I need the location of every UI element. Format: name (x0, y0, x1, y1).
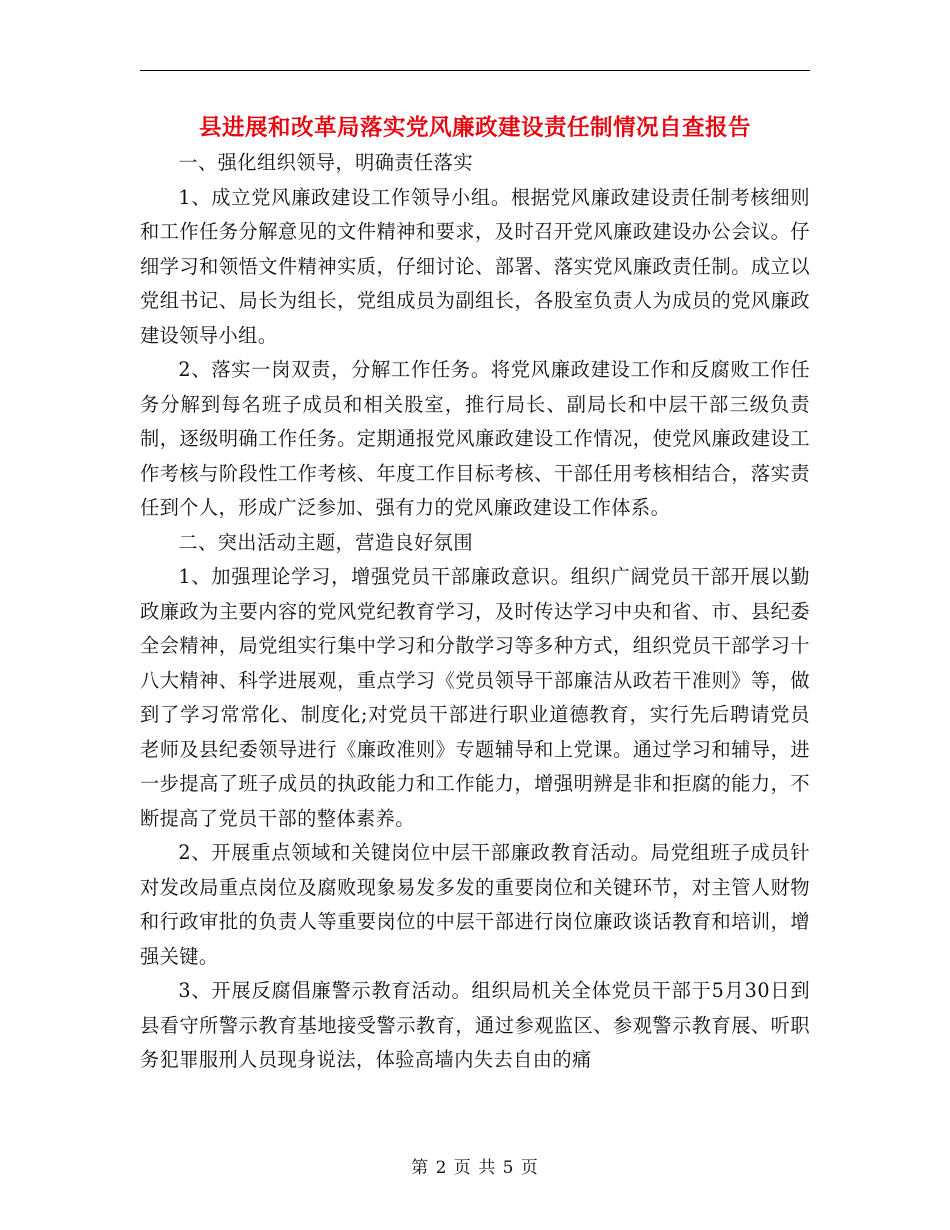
paragraph: 2、落实一岗双责，分解工作任务。将党风廉政建设工作和反腐败工作任务分解到每名班子成员和相关股室，推行局长、副局长和中层干部三级负责制，逐级明确工作任务。定期通报党风廉政建设工作情况，使党风廉政建设工作考核与阶段性工作考核、年度工作目标考核、干部任用考核相结合，落实责任到个人，形成广泛参加、强有力的党风廉政建设工作体系。 (140, 358, 810, 519)
document-title: 县进展和改革局落实党风廉政建设责任制情况自查报告 (198, 115, 751, 141)
section-heading-1: 一、强化组织领导，明确责任落实 (178, 151, 473, 174)
paragraph: 2、开展重点领域和关键岗位中层干部廉政教育活动。局党组班子成员针对发改局重点岗位及腐败现象易发多发的重要岗位和关键环节，对主管人财物和行政审批的负责人等重要岗位的中层干部进行岗位廉政谈话教育和培训，增强关键。 (140, 841, 810, 968)
paragraph: 3、开展反腐倡廉警示教育活动。组织局机关全体党员干部于5月30日到县看守所警示教育基地接受警示教育，通过参观监区、参观警示教育展、听职务犯罪服刑人员现身说法，体验高墙内失去自由的痛 (140, 979, 810, 1071)
paragraph: 1、加强理论学习，增强党员干部廉政意识。组织广阔党员干部开展以勤政廉政为主要内容的党风党纪教育学习，及时传达学习中央和省、市、县纪委全会精神，局党组实行集中学习和分散学习等多种方式，组织党员干部学习十八大精神、科学进展观，重点学习《党员领导干部廉洁从政若干准则》等，做到了学习常常化、制度化;对党员干部进行职业道德教育，实行先后聘请党员老师及县纪委领导进行《廉政准则》专题辅导和上党课。通过学习和辅导，进一步提高了班子成员的执政能力和工作能力，增强明辨是非和拒腐的能力，不断提高了党员干部的整体素养。 (140, 565, 810, 830)
header-rule (140, 70, 810, 71)
paragraph: 1、成立党风廉政建设工作领导小组。根据党风廉政建设责任制考核细则和工作任务分解意见的文件精神和要求，及时召开党风廉政建设办公会议。仔细学习和领悟文件精神实质，仔细讨论、部署、落实党风廉政责任制。成立以党组书记、局长为组长，党组成员为副组长，各股室负责人为成员的党风廉政建设领导小组。 (140, 185, 810, 347)
document-body (140, 146, 810, 1078)
page-number: 第 2 页 共 5 页 (411, 1158, 539, 1178)
section-heading-2: 二、突出活动主题，营造良好氛围 (178, 530, 473, 554)
